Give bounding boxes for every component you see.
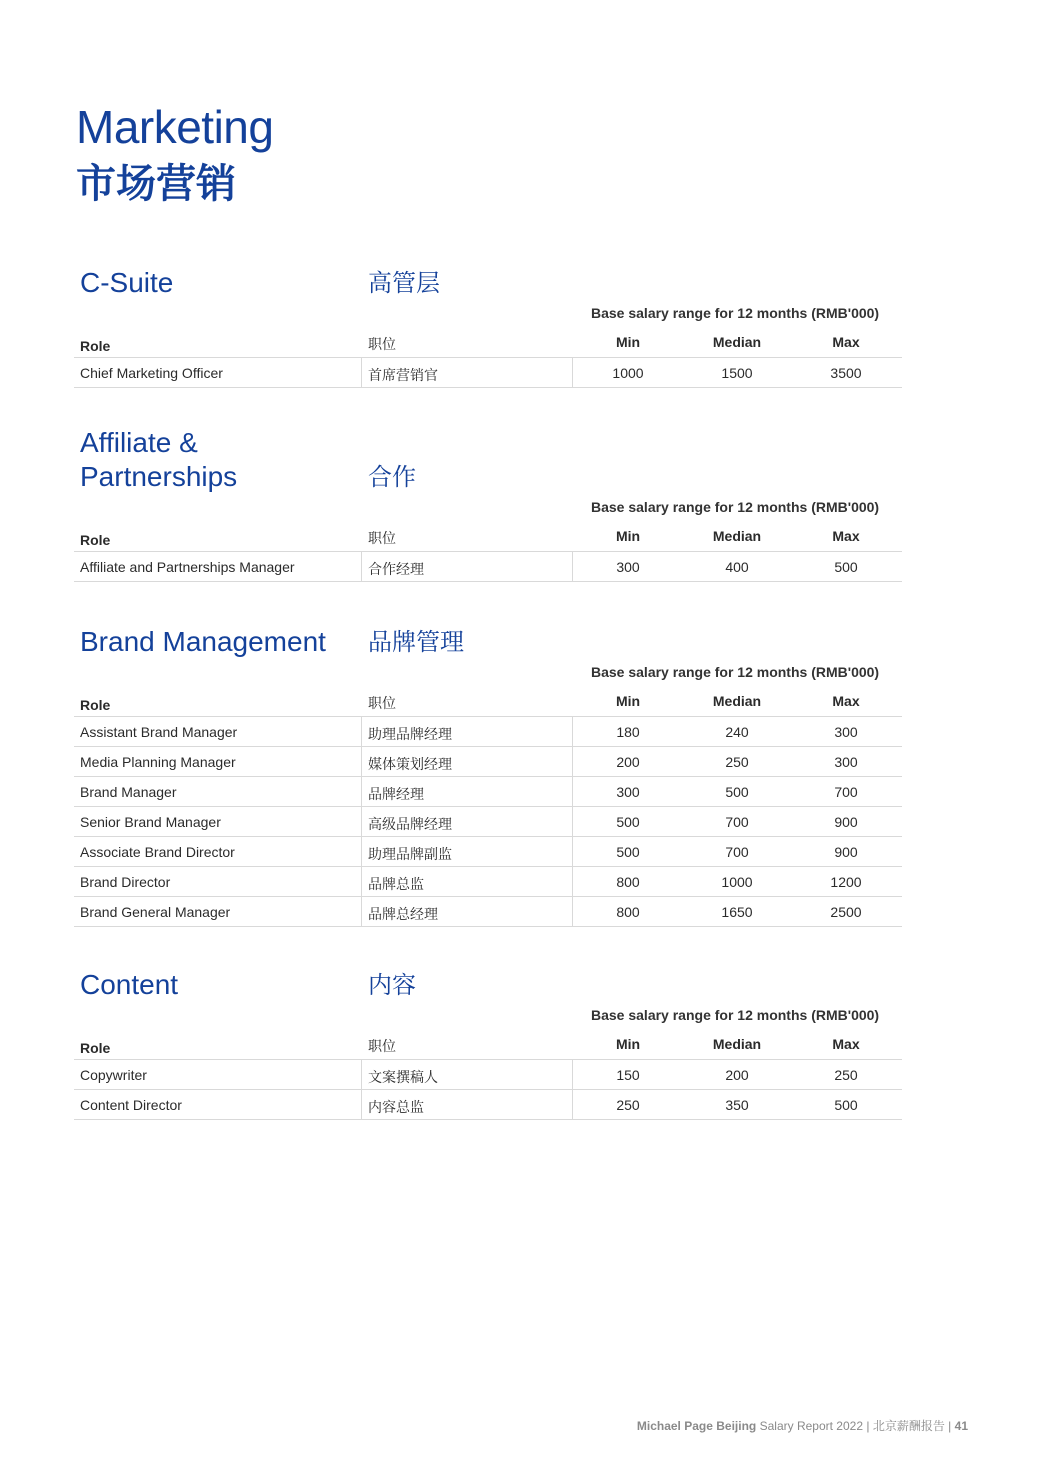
section-title-en-line2: Partnerships — [80, 461, 238, 492]
page-title-zh: 市场营销 — [76, 162, 236, 206]
min-header: Min — [615, 528, 641, 544]
max-cell: 900 — [834, 844, 858, 860]
table-row — [74, 552, 902, 582]
salary-range-label: Base salary range for 12 months (RMB'000) — [591, 1007, 880, 1023]
min-header: Min — [615, 693, 641, 709]
footer-report: Salary Report 2022 — [759, 1419, 863, 1433]
role-cell: Brand Director — [80, 874, 171, 890]
min-cell: 800 — [616, 904, 640, 920]
median-cell: 700 — [725, 814, 749, 830]
table-row — [74, 837, 902, 867]
section-title-zh: 内容 — [368, 972, 416, 999]
role-zh-cell: 高级品牌经理 — [368, 816, 452, 832]
role-cell: Assistant Brand Manager — [80, 724, 238, 740]
median-cell: 1650 — [721, 904, 753, 920]
median-header: Median — [712, 1036, 762, 1052]
role-cell: Media Planning Manager — [80, 754, 236, 770]
median-header: Median — [712, 334, 762, 350]
median-cell: 400 — [725, 559, 749, 575]
max-cell: 3500 — [830, 365, 862, 381]
role-zh-cell: 合作经理 — [368, 561, 424, 577]
role-cell: Copywriter — [80, 1067, 147, 1083]
median-cell: 1500 — [721, 365, 753, 381]
role-cell: Brand General Manager — [80, 904, 231, 920]
role-zh-cell: 文案撰稿人 — [368, 1069, 438, 1085]
median-cell: 250 — [725, 754, 749, 770]
table-row — [74, 897, 902, 927]
table-row — [74, 717, 902, 747]
role-zh-header: 职位 — [368, 336, 396, 352]
table-row — [74, 1060, 902, 1090]
median-cell: 700 — [725, 844, 749, 860]
max-cell: 300 — [834, 754, 858, 770]
salary-range-label: Base salary range for 12 months (RMB'000) — [591, 305, 880, 321]
table-header — [74, 521, 902, 551]
page-footer — [637, 1417, 968, 1434]
table-body — [74, 357, 902, 388]
median-cell: 1000 — [721, 874, 753, 890]
max-cell: 2500 — [830, 904, 862, 920]
section-title-zh: 合作 — [368, 464, 416, 491]
table-body — [74, 551, 902, 582]
table-row — [74, 777, 902, 807]
role-zh-cell: 助理品牌经理 — [368, 726, 452, 742]
median-cell: 500 — [725, 784, 749, 800]
table-row — [74, 867, 902, 897]
footer-separator: | — [866, 1419, 870, 1433]
table-header — [74, 327, 902, 357]
role-header: Role — [80, 338, 111, 354]
role-zh-header: 职位 — [368, 1038, 396, 1054]
role-header: Role — [80, 532, 111, 548]
median-cell: 350 — [725, 1097, 749, 1113]
max-cell: 300 — [834, 724, 858, 740]
max-cell: 500 — [834, 1097, 858, 1113]
page-title-en: Marketing — [76, 101, 274, 153]
min-cell: 250 — [616, 1097, 640, 1113]
max-header: Max — [832, 528, 860, 544]
role-zh-cell: 品牌总监 — [368, 876, 424, 892]
table-body — [74, 1059, 902, 1120]
page-number: 41 — [954, 1419, 968, 1433]
min-cell: 300 — [616, 559, 640, 575]
min-cell: 180 — [616, 724, 640, 740]
table-header — [74, 686, 902, 716]
min-cell: 500 — [616, 844, 640, 860]
footer-brand: Michael Page Beijing — [636, 1419, 757, 1433]
footer-separator: | — [948, 1419, 952, 1433]
salary-range-label: Base salary range for 12 months (RMB'000) — [591, 664, 880, 680]
role-zh-cell: 首席营销官 — [368, 367, 438, 383]
min-cell: 1000 — [612, 365, 644, 381]
role-zh-header: 职位 — [368, 530, 396, 546]
max-cell: 500 — [834, 559, 858, 575]
section-title-en: Content — [80, 969, 179, 1000]
role-zh-cell: 助理品牌副监 — [368, 846, 452, 862]
max-header: Max — [832, 1036, 860, 1052]
role-cell: Content Director — [80, 1097, 182, 1113]
section-title-en-line1: Affiliate & — [80, 427, 198, 458]
table-header — [74, 1029, 902, 1059]
salary-range-label: Base salary range for 12 months (RMB'000) — [591, 499, 880, 515]
role-zh-cell: 品牌经理 — [368, 786, 424, 802]
section-title-en: Brand Management — [80, 626, 326, 657]
max-header: Max — [832, 334, 860, 350]
section-title-zh: 品牌管理 — [368, 629, 464, 656]
role-zh-cell: 品牌总经理 — [368, 906, 438, 922]
median-header: Median — [712, 528, 762, 544]
section-title-en: C-Suite — [80, 267, 174, 298]
max-cell: 700 — [834, 784, 858, 800]
median-cell: 200 — [725, 1067, 749, 1083]
section-title-zh: 高管层 — [368, 270, 440, 297]
role-zh-header: 职位 — [368, 695, 396, 711]
min-header: Min — [615, 334, 641, 350]
table-row — [74, 747, 902, 777]
table-body — [74, 716, 902, 927]
min-cell: 200 — [616, 754, 640, 770]
page-title — [76, 101, 274, 206]
role-cell: Senior Brand Manager — [80, 814, 221, 830]
max-cell: 250 — [834, 1067, 858, 1083]
median-cell: 240 — [725, 724, 749, 740]
min-header: Min — [615, 1036, 641, 1052]
min-cell: 150 — [616, 1067, 640, 1083]
role-header: Role — [80, 1040, 111, 1056]
min-cell: 800 — [616, 874, 640, 890]
role-header: Role — [80, 697, 111, 713]
role-cell: Chief Marketing Officer — [80, 365, 223, 381]
footer-report-zh: 北京薪酬报告 — [872, 1419, 945, 1433]
max-cell: 1200 — [830, 874, 862, 890]
role-cell: Associate Brand Director — [80, 844, 235, 860]
role-cell: Affiliate and Partnerships Manager — [80, 559, 295, 575]
role-zh-cell: 媒体策划经理 — [368, 756, 452, 772]
table-row — [74, 1090, 902, 1120]
median-header: Median — [712, 693, 762, 709]
table-row — [74, 358, 902, 388]
min-cell: 300 — [616, 784, 640, 800]
role-zh-cell: 内容总监 — [368, 1099, 424, 1115]
table-row — [74, 807, 902, 837]
min-cell: 500 — [616, 814, 640, 830]
role-cell: Brand Manager — [80, 784, 177, 800]
max-cell: 900 — [834, 814, 858, 830]
max-header: Max — [832, 693, 860, 709]
